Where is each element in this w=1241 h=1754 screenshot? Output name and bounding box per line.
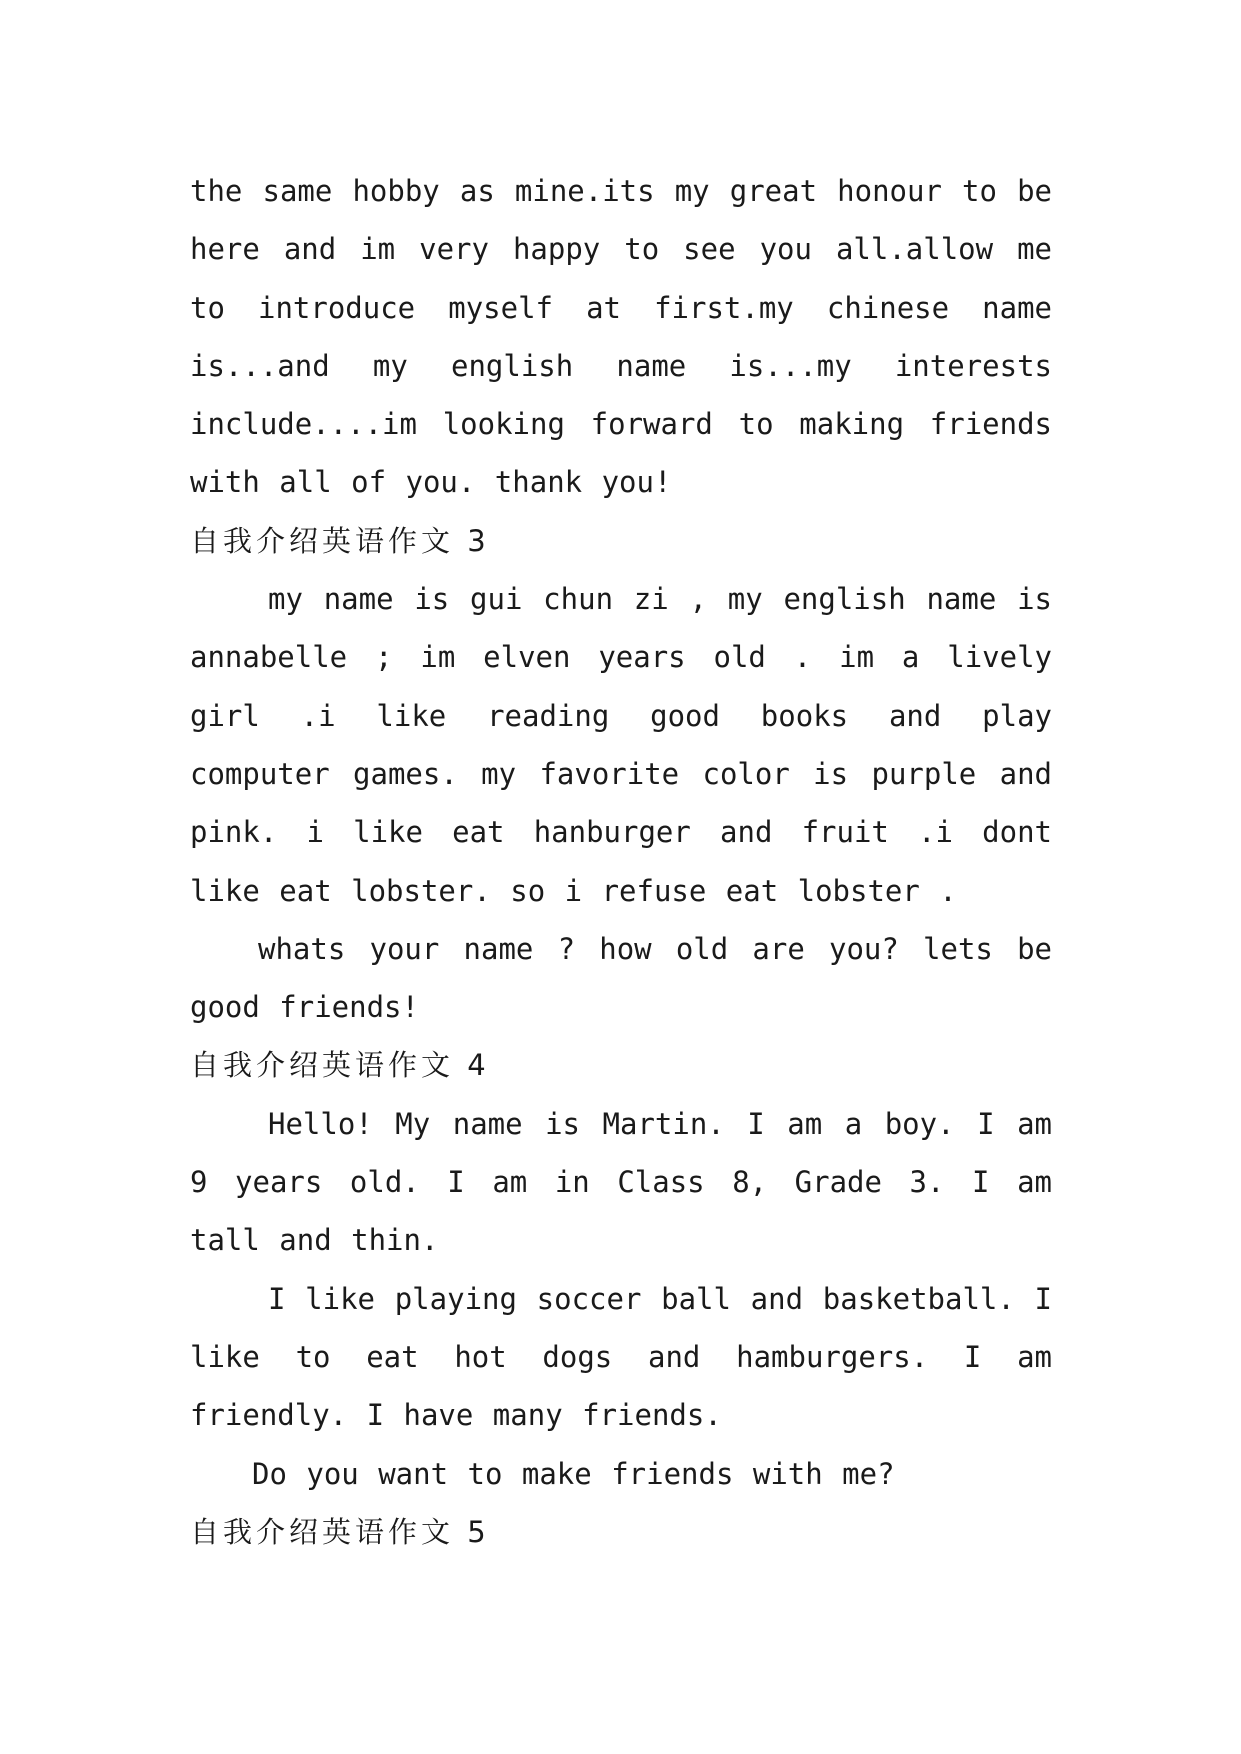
paragraph-essay-4-likes: I like playing soccer ball and basketball. I like to eat hot dogs and hamburgers. I am friendly. I have many friends. xyxy=(190,1281,1052,1433)
paragraph-intro-ending: the same hobby as mine.its my great honour to be here and im very happy to see you all.allow me to introduce myself at first.my chinese name is...and my english name is...my interests include....im looking forward to making friends with all of you. thank you! xyxy=(190,174,1052,500)
heading-essay-3: 自我介绍英语作文 3 xyxy=(190,523,490,558)
paragraph-essay-3-body: my name is gui chun zi , my english name is annabelle ; im elven years old . im a lively girl .i like reading good books and play computer games. my favorite color is purple and pink. i like eat hanburger and fruit .i dont like eat lobster. so i refuse eat lobster . xyxy=(190,582,1052,908)
paragraph-essay-4-question: Do you want to make friends with me? xyxy=(252,1456,895,1491)
heading-essay-4: 自我介绍英语作文 4 xyxy=(190,1048,490,1083)
paragraph-essay-3-closing: whats your name ? how old are you? lets be good friends! xyxy=(190,931,1052,1025)
heading-essay-5: 自我介绍英语作文 5 xyxy=(190,1514,490,1549)
document-page xyxy=(190,162,1052,1561)
paragraph-essay-4-intro: Hello! My name is Martin. I am a boy. I am 9 years old. I am in Class 8, Grade 3. I am tall and thin. xyxy=(190,1106,1052,1258)
